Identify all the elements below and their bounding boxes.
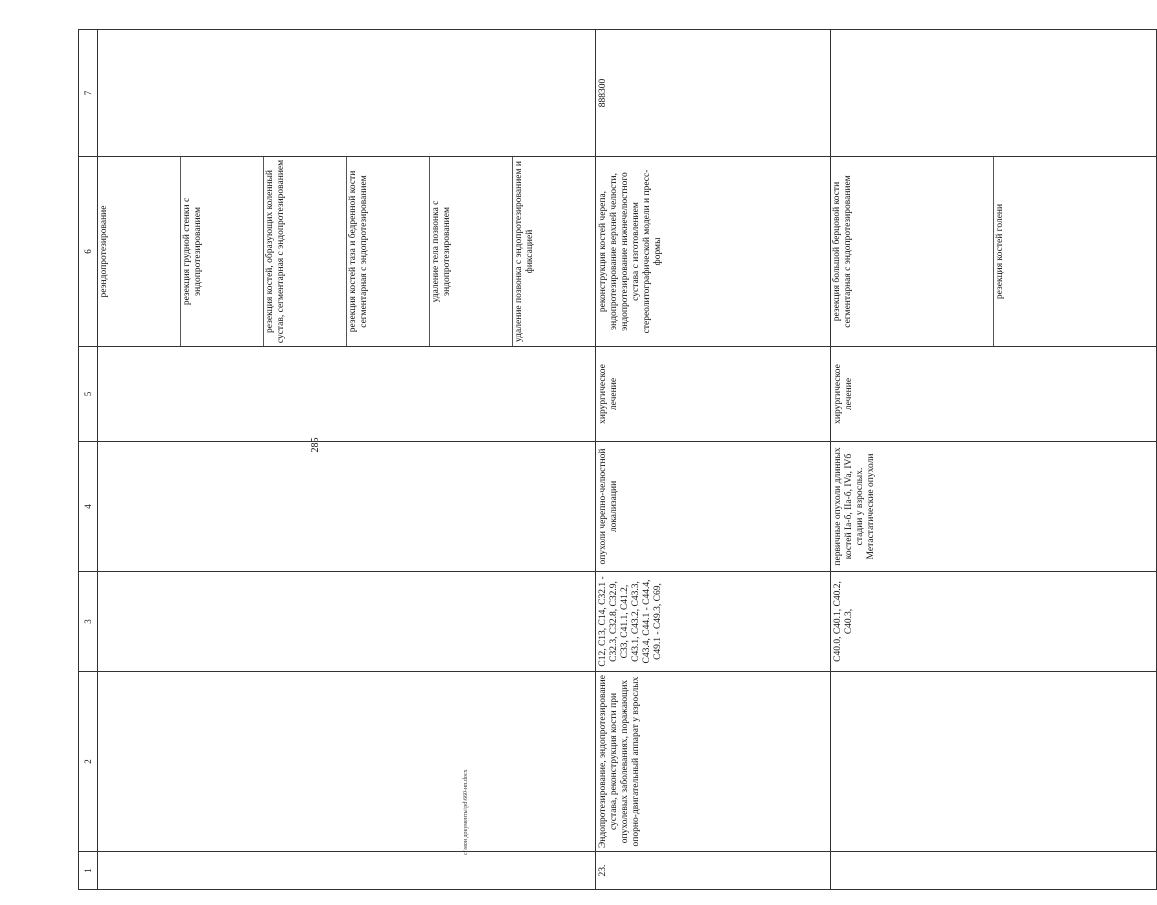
header-cell-2: 2 — [79, 672, 98, 852]
method-item: удаление позвонка с эндопротезированием и фиксацией — [513, 157, 596, 346]
header-cell-1: 1 — [79, 852, 98, 890]
header-cell-7: 7 — [79, 30, 98, 157]
cost-value — [98, 30, 596, 157]
table-row — [831, 30, 1157, 890]
cost-value: 888300 — [596, 30, 831, 157]
table-row — [596, 30, 831, 890]
method-item: резекция костей голени — [994, 157, 1157, 346]
method-item: резекция костей, образующих коленный сустав, сегментарная с эндопротезированием — [264, 157, 347, 346]
treatment-type — [98, 347, 596, 442]
header-cell-3: 3 — [79, 572, 98, 672]
treatment-type: хирургическое лечение — [831, 347, 1157, 442]
icd-codes: C12, C13, C14, C32.1 - C32.3, C32.8, C32.9, C33, C41.1, C41.2, C43.1, C43.2, C43.3, C43.4, C44.1 - C44.4, C49.1 - C49.3, C69, — [596, 572, 831, 672]
treatment-type: хирургическое лечение — [596, 347, 831, 442]
method-item: реконструкция костей черепа, эндопротезирование верхней челюсти, эндопротезирование нижнечелюстного сустава с изготовлением стереолитографической модели и пресс-формы — [598, 169, 663, 334]
row-number: 23. — [596, 852, 831, 890]
header-cell-5: 5 — [79, 347, 98, 442]
icd-codes — [98, 572, 596, 672]
method-item: резекция костей таза и бедренной кости сегментарная с эндопротезированием — [347, 157, 430, 346]
method-item: реэндопротезирование — [99, 205, 109, 298]
procedure-name: Эндопротезирование, эндопротезирование сустава, реконструкция кости при опухолевых заболеваниях, поражающих опорно-двигательный аппарат у взрослых — [596, 672, 831, 852]
row-number — [98, 852, 596, 890]
method-item: удаление тела позвонка с эндопротезированием — [430, 157, 513, 346]
patient-model — [98, 442, 596, 572]
row-number — [831, 852, 1157, 890]
page-number: 285 — [310, 437, 321, 453]
cost-value — [831, 30, 1157, 157]
icd-codes: C40.0, C40.1, C40.2, C40.3, — [831, 572, 1157, 672]
table-row — [98, 30, 596, 890]
method-item: резекция грудной стенки с эндопротезированием — [181, 157, 264, 346]
footer-file-path: c:\мои документы\pd\660-нп.docx — [463, 769, 469, 855]
header-cell-6: 6 — [79, 157, 98, 347]
procedure-name — [98, 672, 596, 852]
procedure-name — [831, 672, 1157, 852]
patient-model: опухоли черепно-челюстной локализации — [596, 442, 831, 572]
procedures-table — [78, 30, 1005, 890]
method-cell — [596, 157, 831, 347]
patient-model: первичные опухоли длинных костей Ia-б, IIa-б, IVa, IVб стадии у взрослых. Метастатические опухоли — [831, 442, 1157, 572]
method-item: резекция большой берцовой кости сегментарная с эндопротезированием — [832, 175, 853, 328]
method-list — [98, 157, 596, 347]
header-row — [79, 30, 98, 890]
header-cell-4: 4 — [79, 442, 98, 572]
method-list — [831, 157, 1157, 347]
